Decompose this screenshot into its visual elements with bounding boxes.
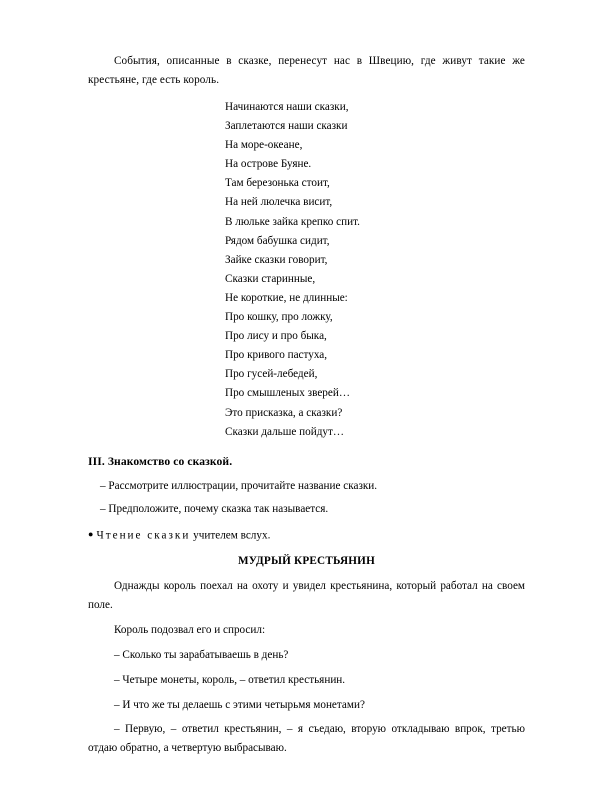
- story-paragraph: – Сколько ты зарабатываешь в день?: [114, 649, 289, 662]
- poem-line: Не короткие, не длинные:: [225, 291, 348, 304]
- poem-line: Про гусей-лебедей,: [225, 368, 318, 381]
- story-paragraph: – И что же ты делаешь с этими четырьмя монетами?: [114, 699, 365, 712]
- story-paragraph: – Четыре монеты, король, – ответил крестьянин.: [114, 674, 346, 687]
- poem-line: Про кошку, про ложку,: [225, 311, 333, 324]
- page-content: [88, 52, 525, 758]
- instruction-item: – Рассмотрите иллюстрации, прочитайте название сказки.: [100, 479, 378, 492]
- poem-block: [88, 98, 525, 442]
- section-heading: III. Знакомство со сказкой.: [88, 454, 233, 468]
- poem-line: Заплетаются наши сказки: [225, 120, 348, 133]
- poem-line: На острове Буяне.: [225, 158, 312, 171]
- bullet-emphasized-text: Чтение сказки: [96, 529, 191, 542]
- story-paragraph: Король подозвал его и спросил:: [114, 624, 266, 637]
- story-paragraph: Однажды король поехал на охоту и увидел крестьянина, который работал на своем поле.: [88, 580, 525, 612]
- bullet-dot-icon: ●: [88, 528, 94, 539]
- poem-line: Рядом бабушка сидит,: [225, 234, 330, 247]
- poem-line: На ней люлечка висит,: [225, 196, 333, 209]
- poem-line: Про смышленых зверей…: [225, 387, 351, 400]
- poem-line: Там березонька стоит,: [225, 177, 330, 190]
- poem-line: В люльке зайка крепко спит.: [225, 215, 360, 228]
- poem-line: На море-океане,: [225, 139, 303, 152]
- bullet-item: [88, 525, 525, 546]
- poem-line: Про кривого пастуха,: [225, 349, 328, 362]
- poem-line: Это присказка, а сказки?: [225, 406, 343, 419]
- poem-line: Сказки дальше пойдут…: [225, 425, 345, 438]
- instruction-item: – Предположите, почему сказка так называется.: [100, 502, 329, 515]
- poem-line: Начинаются наши сказки,: [225, 101, 349, 113]
- bullet-rest-text: учителем вслух.: [190, 529, 271, 542]
- poem-line: Про лису и про быка,: [225, 330, 327, 343]
- story-title: МУДРЫЙ КРЕСТЬЯНИН: [238, 555, 375, 568]
- story-paragraph: – Первую, – ответил крестьянин, – я съедаю, вторую откладываю впрок, третью отдаю обратно, а четвертую выбрасываю.: [88, 723, 525, 755]
- intro-paragraph: События, описанные в сказке, перенесут нас в Швецию, где живут такие же крестьяне, где есть король.: [88, 55, 525, 86]
- poem-line: Сказки старинные,: [225, 272, 316, 285]
- poem-line: Зайке сказки говорит,: [225, 253, 328, 266]
